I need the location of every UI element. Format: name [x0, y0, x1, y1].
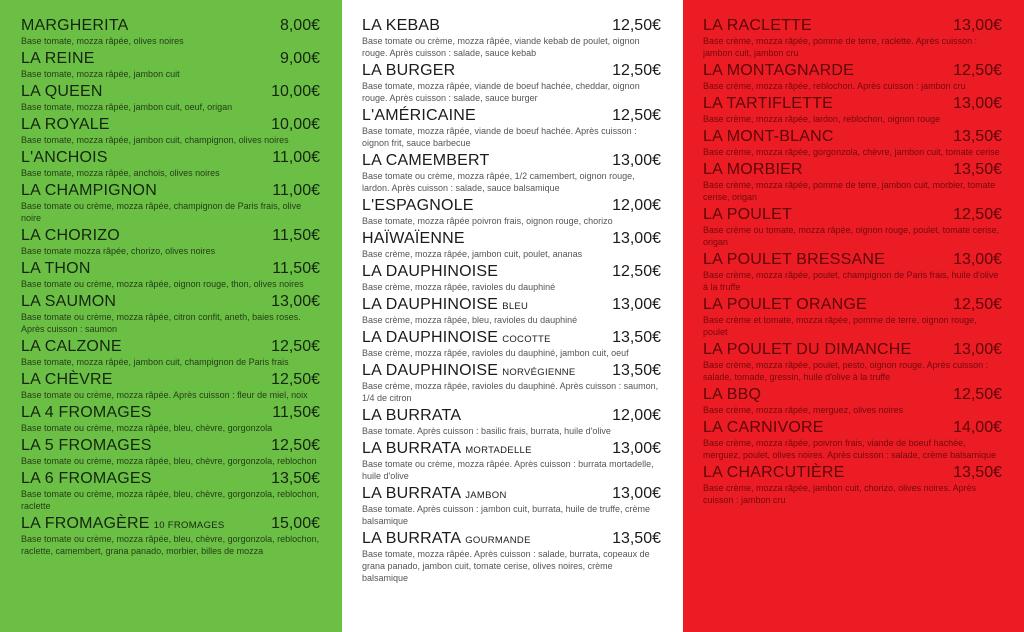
pizza-name [21, 404, 152, 422]
pizza-price: 12,00€ [612, 407, 661, 424]
pizza-name [21, 83, 103, 101]
pizza-price: 13,00€ [271, 293, 320, 310]
pizza-price: 12,50€ [271, 371, 320, 388]
menu-item [362, 440, 661, 482]
pizza-name [21, 149, 108, 167]
menu-item-header [21, 338, 320, 356]
pizza-name-text: LA POULET [703, 206, 792, 223]
menu-item [362, 17, 661, 59]
pizza-name [703, 464, 845, 482]
pizza-name-text: LA BURRATA [362, 530, 462, 547]
pizza-name-text: LA DAUPHINOISE [362, 329, 499, 346]
menu-item [362, 362, 661, 404]
pizza-description: Base tomate, mozza râpée. Après cuisson : salade, burrata, copeaux de grana panado, jambon cuit, tomate cerise, olives noires, crème balsamique [362, 549, 650, 583]
menu-item-header [21, 83, 320, 101]
pizza-price: 13,50€ [953, 128, 1002, 145]
menu-item [362, 62, 661, 104]
pizza-price: 13,00€ [953, 251, 1002, 268]
pizza-price: 13,00€ [612, 230, 661, 247]
pizza-name [362, 62, 455, 80]
pizza-description: Base tomate mozza râpée, chorizo, olives noires [21, 246, 216, 256]
pizza-name [362, 152, 489, 170]
pizza-description: Base crème, mozza râpée, pomme de terre, raclette. Après cuisson : jambon cuit, jambon cru [703, 36, 978, 58]
pizza-price: 12,50€ [271, 338, 320, 355]
menu-item [362, 407, 661, 437]
menu-item [362, 329, 661, 359]
pizza-description: Base crème, mozza râpée, lardon, reblochon, oignon rouge [703, 114, 941, 124]
menu-item [21, 404, 320, 434]
pizza-price: 13,00€ [612, 152, 661, 169]
pizza-description: Base tomate, mozza râpée, jambon cuit, oeuf, origan [21, 102, 233, 112]
pizza-price: 11,50€ [272, 227, 320, 244]
pizza-price: 11,50€ [272, 404, 320, 421]
pizza-description: Base crème, mozza râpée, ravioles du dauphiné. Après cuisson : saumon, 1/4 de citron [362, 381, 659, 403]
pizza-name [362, 197, 474, 215]
pizza-description: Base tomate, mozza râpée, viande de boeuf hachée. Après cuisson : oignon frit, sauce barbecue [362, 126, 637, 148]
pizza-variant: GOURMANDE [465, 535, 531, 546]
pizza-price: 12,50€ [953, 206, 1002, 223]
pizza-price: 12,50€ [612, 107, 661, 124]
pizza-description: Base crème, mozza râpée, poivron frais, viande de boeuf hachée, merguez, poulet, olives noires. Après cuisson : salade, crème balsamique [703, 438, 997, 460]
pizza-name-text: LA CHÈVRE [21, 371, 113, 388]
menu-item [362, 152, 661, 194]
pizza-name-text: LA FROMAGÈRE [21, 515, 150, 532]
menu-item [703, 386, 1002, 416]
pizza-description: Base tomate ou crème, mozza râpée. Après cuisson : burrata mortadelle, huile d'olive [362, 459, 654, 481]
menu-item [21, 116, 320, 146]
menu-item [362, 263, 661, 293]
pizza-price: 13,50€ [271, 470, 320, 487]
menu-item-header [703, 464, 1002, 482]
menu-item [21, 227, 320, 257]
menu-item-header [703, 62, 1002, 80]
menu-item-header [703, 419, 1002, 437]
menu-item [21, 83, 320, 113]
pizza-description: Base crème et tomate, mozza râpée, pomme de terre, oignon rouge, poulet [703, 315, 977, 337]
pizza-name [362, 17, 440, 35]
pizza-description: Base tomate, mozza râpée, jambon cuit, champignon, olives noires [21, 135, 289, 145]
menu-item [362, 230, 661, 260]
menu-item [21, 149, 320, 179]
menu-item-header [21, 404, 320, 422]
pizza-description: Base tomate ou crème, mozza râpée, champignon de Paris frais, olive noire [21, 201, 302, 223]
menu-item [703, 62, 1002, 92]
pizza-price: 11,00€ [272, 182, 320, 199]
pizza-description: Base crème, mozza râpée, ravioles du dauphiné, jambon cuit, oeuf [362, 348, 629, 358]
menu-item [362, 485, 661, 527]
pizza-price: 12,50€ [953, 62, 1002, 79]
pizza-name [703, 161, 803, 179]
menu-item-header [362, 230, 661, 248]
menu-column-specialty [342, 0, 683, 632]
pizza-name-text: LA POULET BRESSANE [703, 251, 886, 268]
menu-item [703, 128, 1002, 158]
pizza-price: 12,00€ [612, 197, 661, 214]
pizza-description: Base crème, mozza râpée, pomme de terre, jambon cuit, morbier, tomate cerise, origan [703, 180, 996, 202]
pizza-name-text: LA BURRATA [362, 407, 462, 424]
pizza-name-text: LA POULET ORANGE [703, 296, 867, 313]
pizza-price: 13,50€ [612, 329, 661, 346]
pizza-name [21, 50, 95, 68]
menu-item [703, 161, 1002, 203]
pizza-description: Base crème, mozza râpée, poulet, champignon de Paris frais, huile d'olive à la truffe [703, 270, 999, 292]
pizza-name-text: LA KEBAB [362, 17, 441, 34]
pizza-price: 11,00€ [272, 149, 320, 166]
pizza-name-text: LA 6 FROMAGES [21, 470, 152, 487]
pizza-description: Base crème, mozza râpée, merguez, olives noires [703, 405, 904, 415]
pizza-name-text: LA CALZONE [21, 338, 122, 355]
pizza-name-text: LA CHORIZO [21, 227, 120, 244]
pizza-name [703, 206, 792, 224]
menu-item-header [362, 197, 661, 215]
menu-item [21, 470, 320, 512]
menu-item-header [362, 152, 661, 170]
pizza-name [703, 95, 833, 113]
pizza-name-text: MARGHERITA [21, 17, 129, 34]
pizza-description: Base tomate, mozza râpée, jambon cuit [21, 69, 180, 79]
pizza-name [21, 17, 128, 35]
pizza-description: Base crème, mozza râpée, reblochon. Après cuisson : jambon cru [703, 81, 966, 91]
menu-item-header [21, 437, 320, 455]
pizza-name-text: LA MONTAGNARDE [703, 62, 854, 79]
pizza-name-text: LA POULET DU DIMANCHE [703, 341, 912, 358]
menu-item [21, 182, 320, 224]
menu-column-classic [0, 0, 342, 632]
menu-item-header [21, 17, 320, 35]
pizza-name [362, 230, 465, 248]
pizza-name-text: LA SAUMON [21, 293, 117, 310]
menu-item-header [703, 206, 1002, 224]
menu-item-header [362, 362, 661, 380]
menu-item-header [703, 386, 1002, 404]
menu-item-header [703, 128, 1002, 146]
pizza-name-text: LA BBQ [703, 386, 762, 403]
menu-item-header [362, 296, 661, 314]
pizza-price: 13,00€ [612, 440, 661, 457]
pizza-price: 13,50€ [612, 362, 661, 379]
menu-item [703, 17, 1002, 59]
menu-item-header [362, 440, 661, 458]
pizza-price: 12,50€ [612, 62, 661, 79]
pizza-description: Base crème ou tomate, mozza râpée, oignon rouge, poulet, tomate cerise, origan [703, 225, 1000, 247]
pizza-name [703, 128, 834, 146]
pizza-name [703, 17, 812, 35]
menu-item-header [362, 263, 661, 281]
pizza-name-text: LA CHAMPIGNON [21, 182, 157, 199]
pizza-name [21, 227, 120, 245]
pizza-name [21, 116, 110, 134]
menu-item-header [703, 17, 1002, 35]
pizza-name-text: LA BURRATA [362, 485, 462, 502]
pizza-description: Base tomate, mozza râpée poivron frais, oignon rouge, chorizo [362, 216, 613, 226]
menu-item-header [21, 116, 320, 134]
pizza-name [21, 293, 116, 311]
menu-item-header [703, 161, 1002, 179]
pizza-price: 15,00€ [271, 515, 320, 532]
pizza-description: Base tomate, mozza râpée, viande de boeuf hachée, cheddar, oignon rouge. Après cuisson : salade, sauce burger [362, 81, 640, 103]
pizza-name-text: LA TARTIFLETTE [703, 95, 833, 112]
menu-item-header [703, 95, 1002, 113]
pizza-name [362, 440, 532, 460]
menu-item-header [703, 251, 1002, 269]
pizza-description: Base tomate ou crème, mozza râpée, viande kebab de poulet, oignon rouge. Après cuisson : salade, sauce kebab [362, 36, 640, 58]
menu-item-header [362, 17, 661, 35]
menu-item-header [362, 329, 661, 347]
pizza-description: Base tomate ou crème, mozza râpée, bleu, chèvre, gorgonzola [21, 423, 273, 433]
pizza-price: 13,00€ [953, 341, 1002, 358]
pizza-price: 13,00€ [953, 17, 1002, 34]
pizza-description: Base tomate ou crème, mozza râpée. Après cuisson : fleur de miel, noix [21, 390, 308, 400]
pizza-name [703, 296, 867, 314]
menu-item [21, 437, 320, 467]
menu-item-header [21, 470, 320, 488]
menu-item [703, 206, 1002, 248]
menu-item-header [703, 296, 1002, 314]
menu-item-header [21, 260, 320, 278]
menu-item [703, 95, 1002, 125]
pizza-name-text: LA ROYALE [21, 116, 110, 133]
pizza-name-text: HAÏWAÏENNE [362, 230, 465, 247]
pizza-name-text: LA BURRATA [362, 440, 462, 457]
pizza-variant: COCOTTE [502, 334, 551, 345]
menu-item [703, 296, 1002, 338]
pizza-price: 13,00€ [612, 296, 661, 313]
pizza-price: 8,00€ [279, 17, 320, 34]
pizza-description: Base tomate, mozza râpée, anchois, olives noires [21, 168, 220, 178]
menu-item-header [21, 515, 320, 533]
pizza-name-text: LA REINE [21, 50, 95, 67]
pizza-description: Base tomate ou crème, mozza râpée, bleu, chèvre, gorgonzola, reblochon, raclette [21, 489, 320, 511]
pizza-name [21, 437, 152, 455]
menu-item-header [21, 149, 320, 167]
pizza-description: Base crème, mozza râpée, jambon cuit, chorizo, olives noires. Après cuisson : jambon cru [703, 483, 977, 505]
menu-item [703, 251, 1002, 293]
pizza-name [703, 386, 761, 404]
menu-item-header [21, 50, 320, 68]
pizza-name-text: L'AMÉRICAINE [362, 107, 476, 124]
pizza-name-text: LA BURGER [362, 62, 456, 79]
pizza-name [362, 407, 461, 425]
pizza-price: 12,50€ [612, 263, 661, 280]
menu-item-header [362, 530, 661, 548]
menu-item-header [703, 341, 1002, 359]
pizza-variant: 10 FROMAGES [153, 520, 225, 531]
menu-item-header [362, 62, 661, 80]
pizza-name-text: LA DAUPHINOISE [362, 296, 499, 313]
pizza-description: Base crème, mozza râpée, ravioles du dauphiné [362, 282, 556, 292]
pizza-name [21, 515, 225, 535]
menu-item-header [21, 182, 320, 200]
pizza-variant: JAMBON [465, 490, 507, 501]
pizza-description: Base crème, mozza râpée, gorgonzola, chèvre, jambon cuit, tomate cerise [703, 147, 1000, 157]
pizza-name-text: LA MORBIER [703, 161, 803, 178]
pizza-name [703, 341, 911, 359]
pizza-name-text: L'ANCHOIS [21, 149, 108, 166]
menu-item [703, 419, 1002, 461]
pizza-description: Base tomate ou crème, mozza râpée, citron confit, aneth, baies roses. Après cuisson : saumon [21, 312, 301, 334]
pizza-name [362, 485, 507, 505]
pizza-variant: BLEU [502, 301, 529, 312]
pizza-description: Base tomate. Après cuisson : jambon cuit, burrata, huile de truffe, crème balsamique [362, 504, 650, 526]
menu-item [362, 107, 661, 149]
pizza-description: Base tomate. Après cuisson : basilic frais, burrata, huile d'olive [362, 426, 611, 436]
pizza-name [362, 107, 476, 125]
menu-item [21, 50, 320, 80]
pizza-name [362, 329, 551, 349]
pizza-name-text: LA 5 FROMAGES [21, 437, 152, 454]
menu-item-header [362, 485, 661, 503]
pizza-name [21, 182, 157, 200]
menu-item [21, 371, 320, 401]
pizza-price: 10,00€ [271, 83, 320, 100]
pizza-price: 12,50€ [953, 296, 1002, 313]
pizza-description: Base tomate ou crème, mozza râpée, bleu, chèvre, gorgonzola, reblochon, raclette, camembert, grana panado, morbier, billes de mozza [21, 534, 320, 556]
pizza-price: 9,00€ [279, 50, 320, 67]
pizza-price: 13,50€ [953, 464, 1002, 481]
pizza-name [362, 296, 528, 316]
pizza-name-text: LA 4 FROMAGES [21, 404, 152, 421]
pizza-name-text: LA DAUPHINOISE [362, 362, 499, 379]
pizza-name-text: LA MONT-BLANC [703, 128, 834, 145]
menu-item [21, 338, 320, 368]
pizza-name-text: LA THON [21, 260, 91, 277]
pizza-name-text: LA CHARCUTIÈRE [703, 464, 845, 481]
pizza-description: Base crème, mozza râpée, bleu, ravioles du dauphiné [362, 315, 578, 325]
pizza-description: Base tomate ou crème, mozza râpée, 1/2 camembert, oignon rouge, lardon. Après cuisson : salade, sauce balsamique [362, 171, 635, 193]
pizza-name [362, 362, 576, 382]
pizza-price: 13,00€ [953, 95, 1002, 112]
pizza-name [21, 371, 113, 389]
pizza-price: 12,50€ [271, 437, 320, 454]
pizza-description: Base tomate ou crème, mozza râpée, bleu, chèvre, gorgonzola, reblochon [21, 456, 317, 466]
pizza-description: Base tomate, mozza râpée, olives noires [21, 36, 184, 46]
pizza-price: 12,50€ [953, 386, 1002, 403]
pizza-description: Base crème, mozza râpée, jambon cuit, poulet, ananas [362, 249, 583, 259]
pizza-description: Base tomate, mozza râpée, jambon cuit, champignon de Paris frais [21, 357, 289, 367]
menu-item [703, 341, 1002, 383]
menu-item [362, 530, 661, 584]
pizza-name [21, 260, 91, 278]
pizza-price: 12,50€ [612, 17, 661, 34]
pizza-description: Base tomate ou crème, mozza râpée, oignon rouge, thon, olives noires [21, 279, 304, 289]
menu-item-header [21, 293, 320, 311]
menu-item-header [21, 371, 320, 389]
menu-item [362, 197, 661, 227]
pizza-name [362, 530, 531, 550]
menu-item [21, 515, 320, 557]
pizza-name [21, 338, 122, 356]
pizza-price: 14,00€ [953, 419, 1002, 436]
pizza-name-text: LA DAUPHINOISE [362, 263, 499, 280]
pizza-price: 13,50€ [953, 161, 1002, 178]
pizza-variant: MORTADELLE [465, 445, 532, 456]
pizza-name-text: LA RACLETTE [703, 17, 812, 34]
pizza-name [362, 263, 498, 281]
pizza-name [21, 470, 152, 488]
pizza-name [703, 419, 824, 437]
pizza-name-text: LA CARNIVORE [703, 419, 824, 436]
pizza-price: 11,50€ [272, 260, 320, 277]
menu-item [703, 464, 1002, 506]
pizza-price: 10,00€ [271, 116, 320, 133]
pizza-name [703, 251, 885, 269]
menu-item-header [362, 407, 661, 425]
menu-item [362, 296, 661, 326]
pizza-name [703, 62, 854, 80]
menu-item [21, 260, 320, 290]
menu-item [21, 293, 320, 335]
menu-item-header [21, 227, 320, 245]
pizza-name-text: LA QUEEN [21, 83, 103, 100]
menu-column-cream-base [683, 0, 1024, 632]
pizza-price: 13,00€ [612, 485, 661, 502]
pizza-description: Base crème, mozza râpée, poulet, pesto, oignon rouge. Après cuisson : salade, tomade, gressin, huile d'olive à la truffe [703, 360, 989, 382]
pizza-name-text: L'ESPAGNOLE [362, 197, 474, 214]
pizza-variant: NORVÉGIENNE [502, 367, 576, 378]
menu-item [21, 17, 320, 47]
pizza-price: 13,50€ [612, 530, 661, 547]
menu-item-header [362, 107, 661, 125]
pizza-name-text: LA CAMEMBERT [362, 152, 490, 169]
